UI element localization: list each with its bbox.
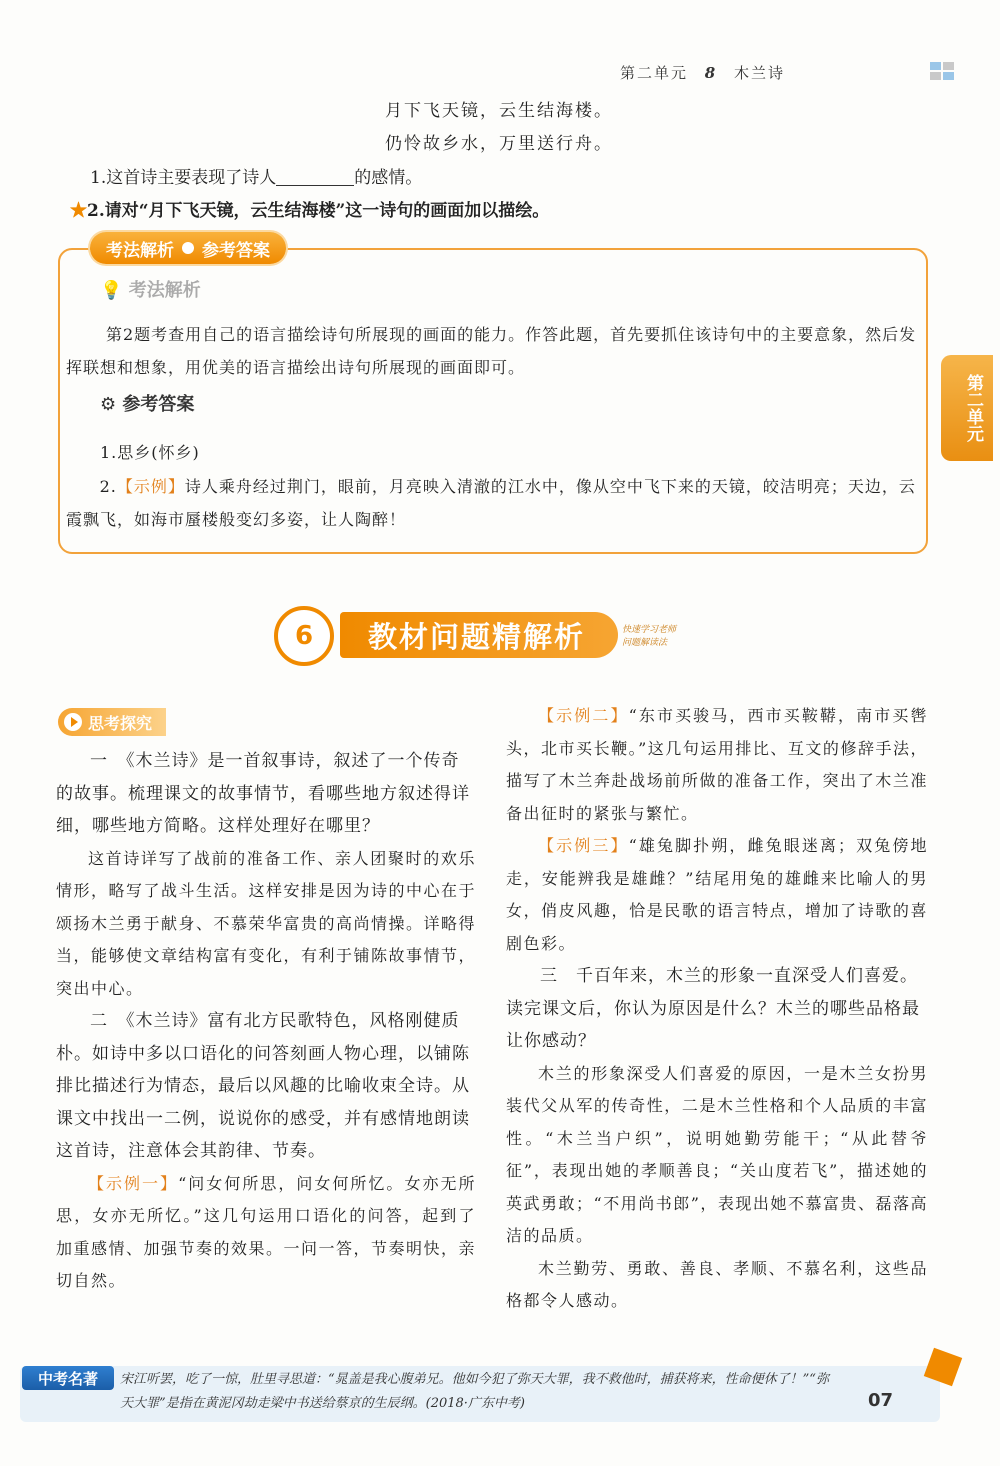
example-one-text: “问女何所思，问女何所忆。女亦无所思，女亦无所忆。”这几句运用口语化的问答，起到了加重感情、加强节奏的效果。一问一答，节奏明快，亲切自然。	[56, 1173, 477, 1290]
section-number: 6	[274, 606, 334, 666]
analysis-text: 第2题考查用自己的语言描绘诗句所展现的画面的能力。作答此题，首先要抓住该诗句中的主要意象，然后发挥联想和想象，用优美的语言描绘出诗句所展现的画面即可。	[66, 325, 917, 377]
answer-key-icon: ⚙	[100, 394, 117, 415]
answer-1: 1.思乡(怀乡)	[100, 443, 200, 462]
question-1-tail: 的感情。	[354, 168, 423, 188]
section-head	[58, 708, 166, 736]
left-column	[56, 745, 476, 1298]
poem-line-2: 仍怜故乡水，万里送行舟。	[385, 134, 613, 154]
answer-one: 这首诗详写了战前的准备工作、亲人团聚时的欢乐情形，略写了战斗生活。这样安排是因为诗的中心在于颂扬木兰勇于献身、不慕荣华富贵的高尚情操。详略得当，能够使文章结构富有变化，有利于铺陈故事情节，突出中心。	[56, 848, 477, 998]
example-three	[506, 830, 928, 960]
page-number: 07	[868, 1390, 894, 1411]
right-column	[506, 700, 928, 1318]
answer-2-prefix: 2.	[99, 477, 117, 496]
corner-grid-icon	[930, 60, 956, 82]
unit-label: 第二单元	[620, 64, 689, 82]
tab-answer: 参考答案	[202, 240, 270, 261]
example-three-tag: 【示例三】	[538, 836, 629, 855]
question-one: 一 《木兰诗》是一首叙事诗，叙述了一个传奇的故事。梳理课文的故事情节，看哪些地方叙述得详细，哪些地方简略。这样处理好在哪里？	[56, 751, 470, 836]
question-2-text: 2.请对“月下飞天镜，云生结海楼”这一诗句的画面加以描绘。	[87, 201, 550, 221]
play-icon	[64, 713, 82, 731]
poem-line-1: 月下飞天镜，云生结海楼。	[385, 101, 613, 121]
lightbulb-icon: 💡	[100, 280, 123, 301]
lesson-title: 木兰诗	[734, 64, 786, 82]
footer-text: 宋江听罢，吃了一惊，肚里寻思道：“晁盖是我心腹弟兄。他如今犯了弥天大罪，我不救他时，捕获将来，性命便休了！”“弥天大罪”是指在黄泥冈劫走梁中书送给蔡京的生辰纲。(2018·广东中考)	[120, 1372, 829, 1411]
analysis-title-text: 考法解析	[128, 280, 201, 301]
star-icon: ★	[70, 201, 87, 221]
question-1-text: 1.这首诗主要表现了诗人	[90, 168, 277, 188]
example-one	[56, 1168, 476, 1298]
tab-analysis: 考法解析	[106, 240, 174, 261]
question-two: 二 《木兰诗》富有北方民歌特色，风格刚健质朴。如诗中多以口语化的问答刻画人物心理，以铺陈排比描述行为情态，最后以风趣的比喻收束全诗。从课文中找出一二例，说说你的感受，并有感情地朗读这首诗，注意体会其韵律、节奏。	[56, 1011, 470, 1161]
example-one-tag: 【示例一】	[88, 1173, 179, 1193]
question-three: 三 千百年来，木兰的形象一直深受人们喜爱。读完课文后，你认为原因是什么？木兰的哪些品格最让你感动？	[506, 966, 920, 1051]
question-2	[70, 196, 549, 221]
unit-side-tab: 第二单元	[941, 355, 993, 461]
answer-three-p2: 木兰勤劳、勇敢、善良、孝顺、不慕名利，这些品格都令人感动。	[506, 1258, 928, 1310]
answer-title-text: 参考答案	[122, 394, 195, 415]
analysis-title	[100, 276, 201, 302]
example-two-tag: 【示例二】	[538, 706, 629, 725]
example-two-text: “东市买骏马，西市买鞍鞯，南市买辔头，北市买长鞭。”这几句运用排比、互文的修辞手法，描写了木兰奔赴战场前所做的准备工作，突出了木兰准备出征时的紧张与繁忙。	[506, 706, 928, 823]
section-banner: 教材问题精解析	[340, 612, 618, 658]
banner-note	[622, 624, 676, 650]
tab-dot-icon	[182, 242, 194, 254]
example-three-text: “雄兔脚扑朔，雌兔眼迷离；双兔傍地走，安能辨我是雄雌？”结尾用兔的雄雌来比喻人的男女，俏皮风趣，恰是民歌的语言特点，增加了诗歌的喜剧色彩。	[506, 836, 928, 953]
example-two	[506, 700, 928, 830]
answer-2	[66, 470, 922, 536]
answer-three-p1: 木兰的形象深受人们喜爱的原因，一是木兰女扮男装代父从军的传奇性，二是木兰性格和个人品质的丰富性。“木兰当户织”，说明她勤劳能干；“从此替爷征”，表现出她的孝顺善良；“关山度若飞”，描述她的英武勇敢；“不用尚书郎”，表现出她不慕富贵、磊落高洁的品质。	[506, 1063, 928, 1245]
footer-label: 中考名著	[22, 1366, 114, 1390]
section-head-text: 思考探究	[88, 713, 153, 733]
running-header	[620, 62, 785, 83]
banner-note-line-2: 问题解读法	[622, 638, 668, 648]
question-1	[90, 163, 422, 188]
answer-2-tag: 【示例】	[116, 477, 185, 496]
answer-2-text: 诗人乘舟经过荆门，眼前，月亮映入清澈的江水中，像从空中飞下来的天镜，皎洁明亮；天边，云霞飘飞，如海市蜃楼般变幻多姿，让人陶醉！	[66, 477, 916, 529]
answer-title	[100, 390, 194, 416]
lesson-number: 8	[704, 64, 718, 82]
answer-box-tab	[90, 232, 286, 264]
answer-blank	[276, 171, 354, 186]
banner-note-line-1: 快速学习老师	[622, 625, 677, 635]
